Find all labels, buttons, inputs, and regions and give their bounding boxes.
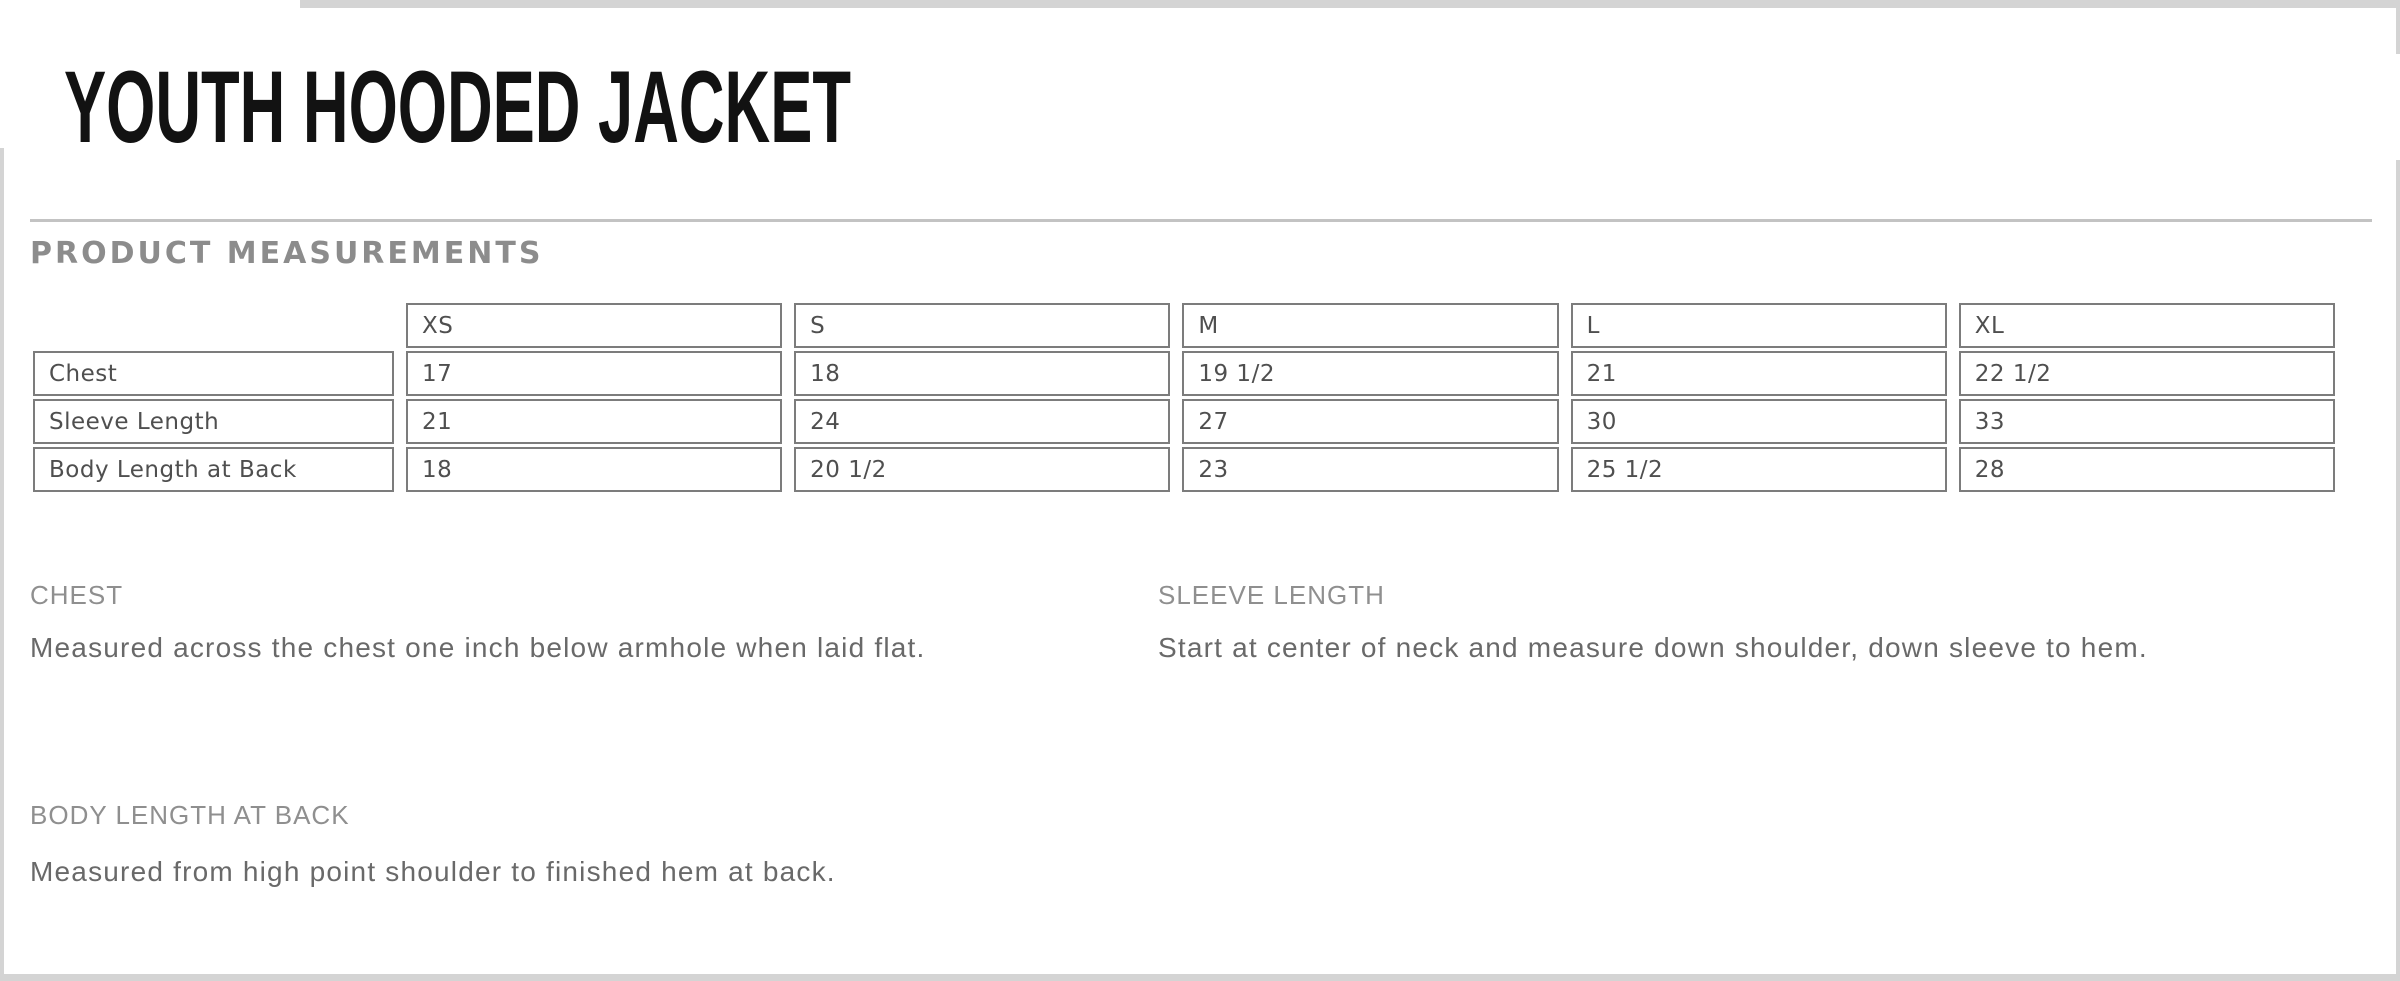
measurement-cell: 18 bbox=[794, 351, 1170, 396]
definition-term-sleeve-length: SLEEVE LENGTH bbox=[1158, 580, 1385, 610]
table-header-row bbox=[33, 303, 2335, 348]
measurement-cell: 28 bbox=[1959, 447, 2335, 492]
definition-description-chest: Measured across the chest one inch below armhole when laid flat. bbox=[30, 632, 926, 663]
size-column-header: XL bbox=[1959, 303, 2335, 348]
size-column-header: XS bbox=[406, 303, 782, 348]
definition-description-sleeve-length: Start at center of neck and measure down shoulder, down sleeve to hem. bbox=[1158, 632, 2148, 663]
measurement-cell: 22 1/2 bbox=[1959, 351, 2335, 396]
measurement-cell: 18 bbox=[406, 447, 782, 492]
page-frame-right-edge-top bbox=[2396, 0, 2400, 54]
measurement-cell: 30 bbox=[1571, 399, 1947, 444]
table-row bbox=[33, 399, 2335, 444]
measurement-cell: 27 bbox=[1182, 399, 1558, 444]
row-label: Body Length at Back bbox=[33, 447, 394, 492]
page-frame-top-edge bbox=[300, 0, 2400, 8]
measurement-cell: 33 bbox=[1959, 399, 2335, 444]
section-divider bbox=[30, 219, 2372, 222]
table-corner-blank bbox=[33, 303, 394, 348]
row-label: Chest bbox=[33, 351, 394, 396]
definition-description-body-length-at-back: Measured from high point shoulder to finished hem at back. bbox=[30, 856, 836, 887]
measurement-cell: 24 bbox=[794, 399, 1170, 444]
page-frame-left-edge bbox=[0, 148, 4, 981]
measurement-cell: 25 1/2 bbox=[1571, 447, 1947, 492]
size-column-header: M bbox=[1182, 303, 1558, 348]
section-title: PRODUCT MEASUREMENTS bbox=[30, 236, 544, 271]
definition-term-body-length-at-back: BODY LENGTH AT BACK bbox=[30, 800, 350, 830]
table-row bbox=[33, 447, 2335, 492]
measurement-cell: 21 bbox=[406, 399, 782, 444]
measurement-cell: 17 bbox=[406, 351, 782, 396]
definition-term-chest: CHEST bbox=[30, 580, 124, 610]
size-column-header: S bbox=[794, 303, 1170, 348]
measurement-cell: 19 1/2 bbox=[1182, 351, 1558, 396]
size-column-header: L bbox=[1571, 303, 1947, 348]
measurement-cell: 21 bbox=[1571, 351, 1947, 396]
measurements-table bbox=[21, 300, 2347, 495]
page-frame-bottom-edge bbox=[0, 974, 2400, 981]
row-label: Sleeve Length bbox=[33, 399, 394, 444]
measurement-cell: 23 bbox=[1182, 447, 1558, 492]
measurement-cell: 20 1/2 bbox=[794, 447, 1170, 492]
table-row bbox=[33, 351, 2335, 396]
product-title: YOUTH HOODED JACKET bbox=[64, 50, 852, 164]
page-frame-right-edge-bottom bbox=[2396, 160, 2400, 974]
